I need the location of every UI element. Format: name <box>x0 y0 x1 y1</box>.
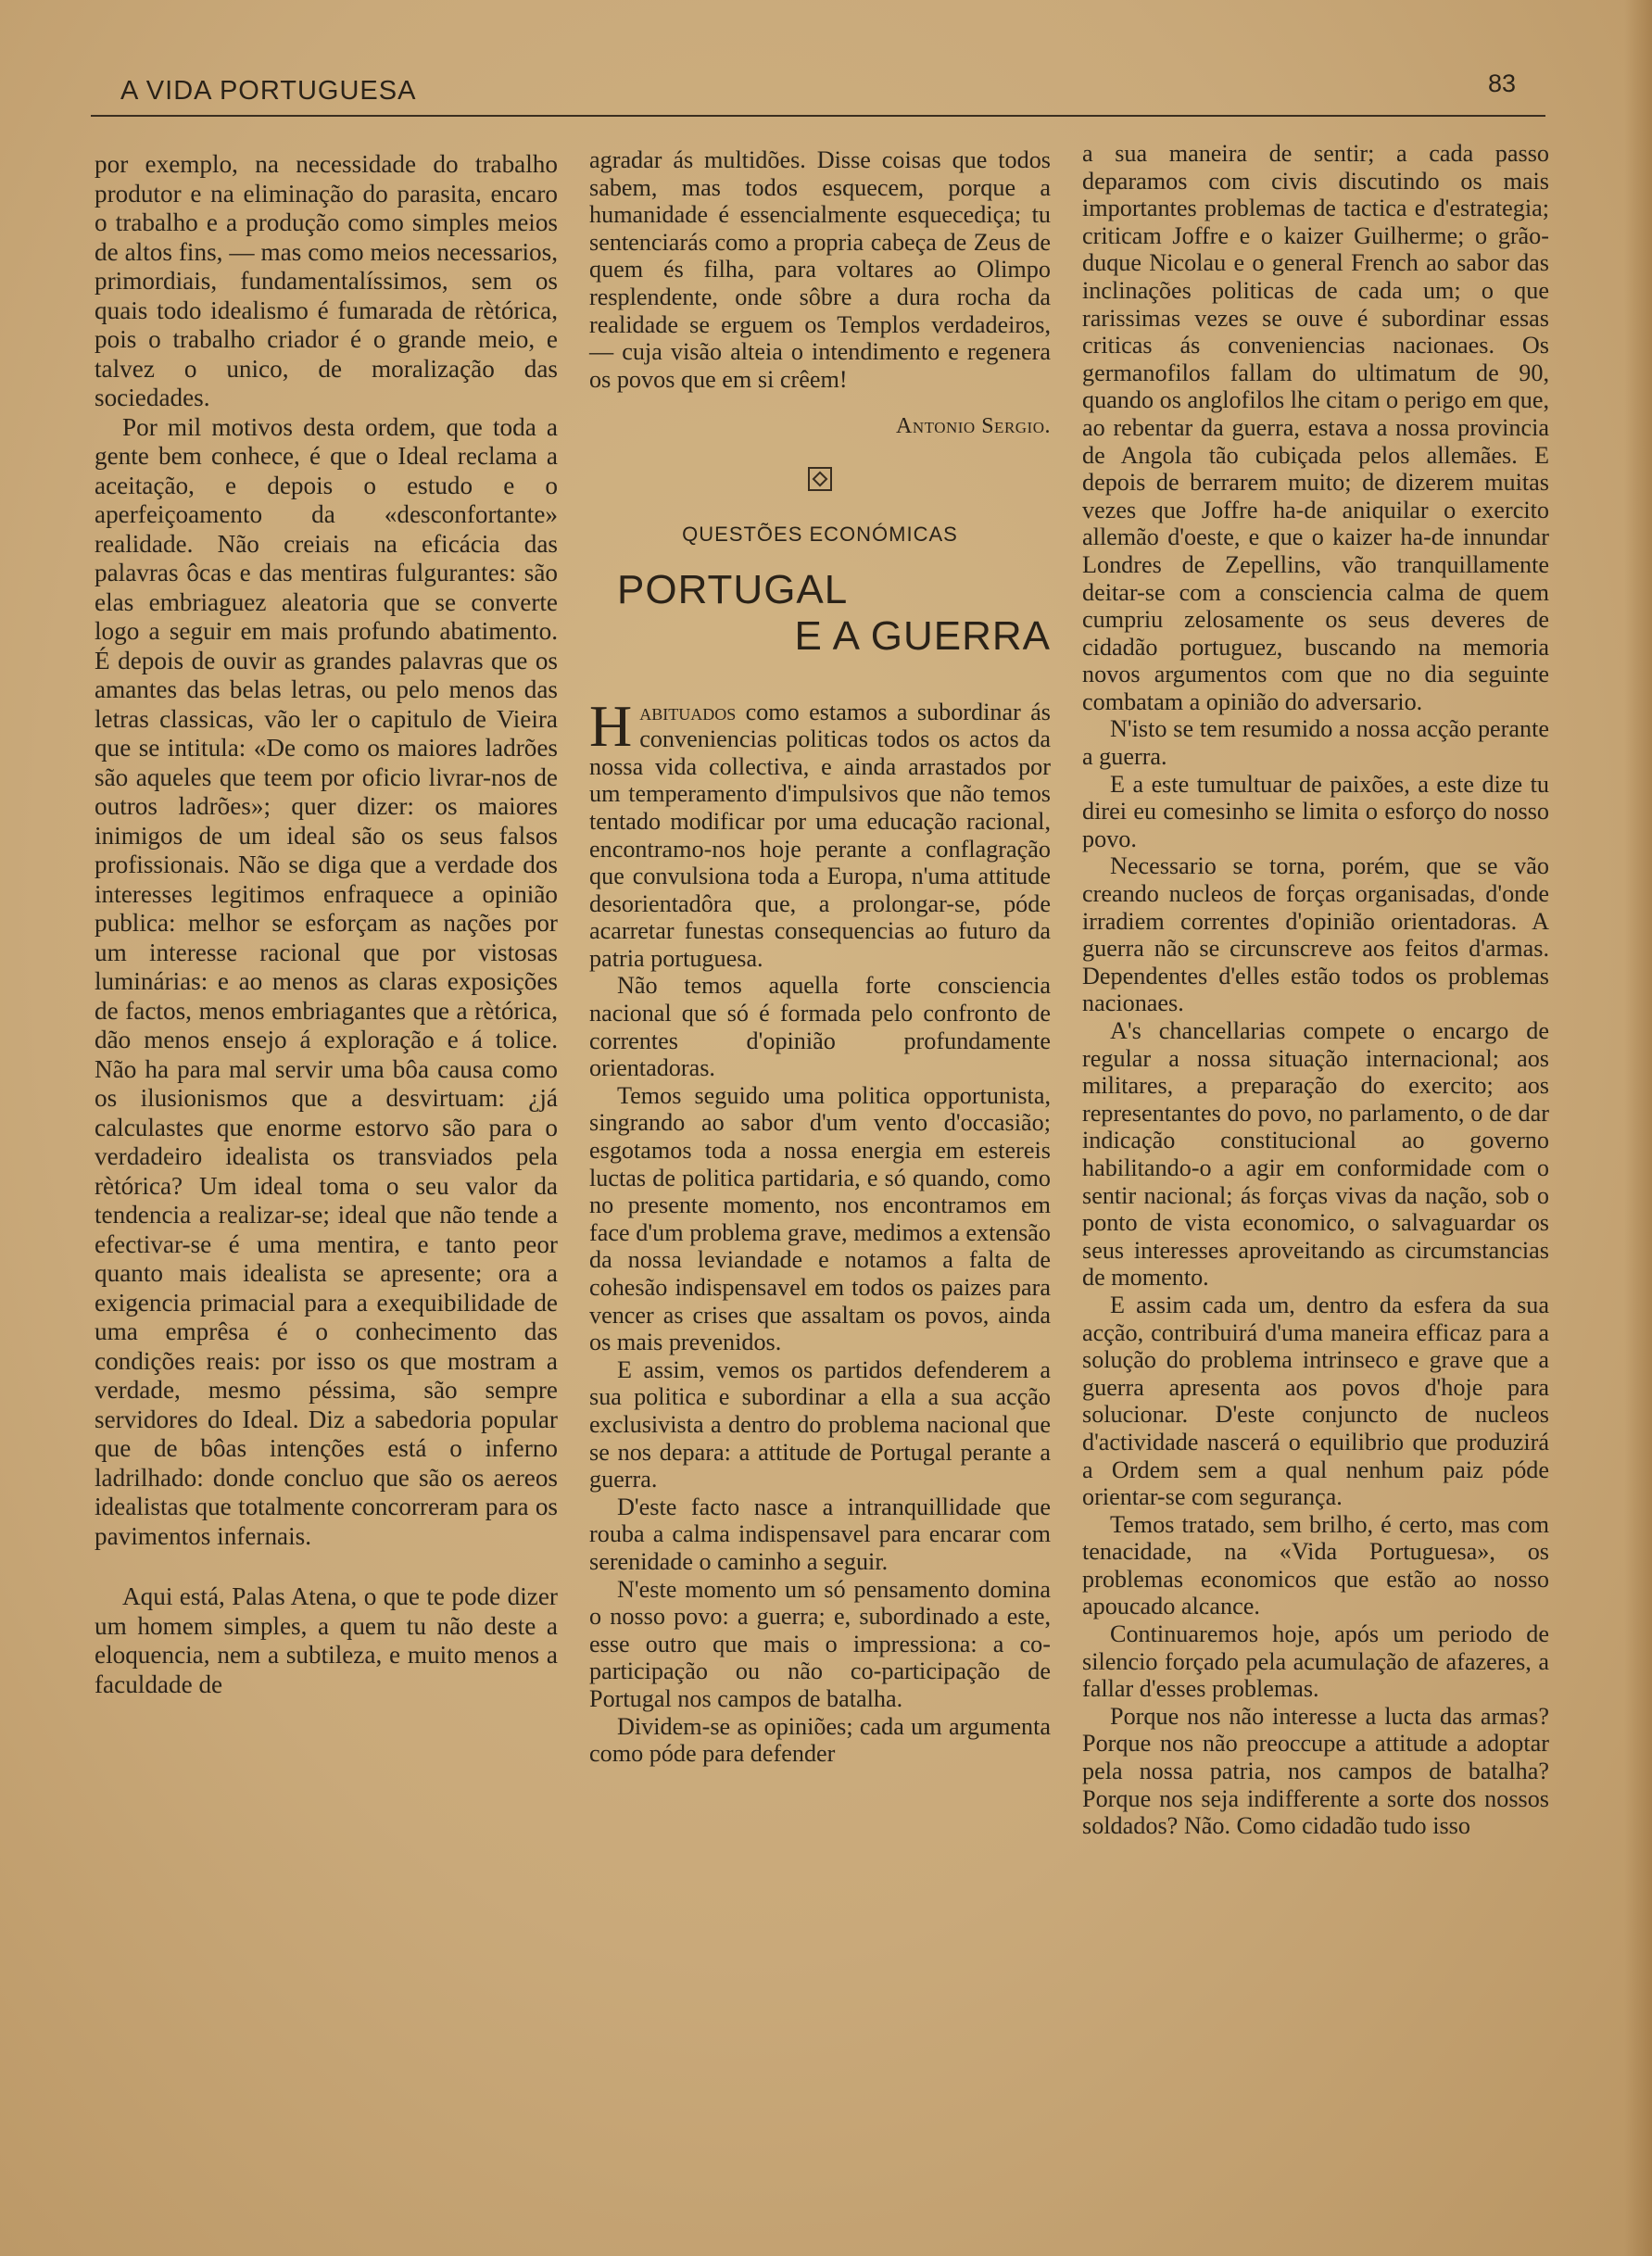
page-header <box>0 0 1652 120</box>
col3-paragraph-5: A's chancellarias compete o encargo de regular a nossa situação internacional; aos militares, a preparação do exercito; aos representantes do povo, no parlamento, o de dar indicação constitucional ao governo habilitando-o a agir em conformidade com o sentir nacional; ás forças vivas da nação, sob o ponto de vista economico, o salvaguardar os seus interesses aproveitando as circumstancias de momento. <box>1082 1017 1549 1292</box>
paragraph-gap <box>95 1551 558 1582</box>
col3-paragraph-1: a sua maneira de sentir; a cada passo deparamos com civis discutindo os mais importantes problemas de tactica e d'estrategia; criticam Joffre e o kaizer Guilherme; o grão-duque Nicolau e o general French ao sabor das inclinações politicas de cada um; o que rarissimas vezes se ouve é subordinar essas criticas ás conveniencias nacionaes. Os germanofilos fallam do ultimatum de 90, quando os anglofilos lhe citam o perigo em que, ao rebentar da guerra, estava a nossa provincia de Angola tão cubiçada pelos allemães. E depois de berrarem muito; de dizerem muitas vezes que Joffre ha-de aniquilar o exercito allemão d'oeste, e que o kaizer ha-de innundar Londres de Zepellins, vão tranquillamente deitar-se com a consciencia calma de quem cumpriu zelosamente os seus deveres de cidadão portuguez, buscando na memoria novos argumentos com que no dia seguinte combatam a opinião do adversario. <box>1082 140 1549 715</box>
article-headline-line-1: PORTUGAL <box>617 566 849 612</box>
page-edge-shadow <box>1624 0 1652 2256</box>
col2-paragraph-8: Dividem-se as opiniões; cada um argumenta como póde para defender <box>589 1712 1051 1768</box>
col2-paragraph-2 <box>589 692 1051 973</box>
article-headline-line-2: E A GUERRA <box>794 612 1051 659</box>
col2-paragraph-6: D'este facto nasce a intranquillidade que rouba a calma indispensavel para encarar com serenidade o caminho a seguir. <box>589 1493 1051 1575</box>
ornament-icon <box>589 467 1051 498</box>
col2-paragraph-7: N'este momento um só pensamento domina o nosso povo: a guerra; e, subordinado a este, esse outro que mais o impressiona: a co-participação ou não co-participação de Portugal nos campos de batalha. <box>589 1575 1051 1712</box>
col2-paragraph-4: Temos seguido uma politica opportunista, singrando ao sabor d'um vento d'occasião; esgotamos toda a nossa energia em estereis luctas de politica partidaria, e só quando, como no presente momento, nos encontramos em face d'um problema grave, medimos a extensão da nossa leviandade e notamos a falta de cohesão indispensavel em todos os paizes para vencer as crises que assaltam os povos, ainda os mais prevenidos. <box>589 1081 1051 1356</box>
header-rule <box>91 115 1545 117</box>
col2-paragraph-3: Não temos aquella forte consciencia nacional que só é formada pelo confronto de correntes d'opinião profundamente orientadoras. <box>589 972 1051 1082</box>
col1-paragraph-2: Por mil motivos desta ordem, que toda a gente bem conhece, é que o Ideal reclama a aceitação, e depois o estudo e o aperfeiçoamento da «desconfortante» realidade. Não creiais na eficácia das palavras ôcas e das mentiras fulgurantes: são elas embriaguez aleatoria que se converte logo a seguir em mais profundo abatimento. É depois de ouvir as grandes palavras que os amantes das belas letras, ou pelo menos das letras classicas, vão ler o capitulo de Vieira que se intitula: «De como os maiores ladrões são aqueles que teem por oficio livrar-nos de outros ladrões»; quer dizer: os maiores inimigos de um ideal são os seus falsos profissionais. Não se diga que a verdade dos interesses legitimos enfraquece a opinião publica: melhor se esforçam as nações por um interesse racional que por vistosas luminárias: e ao menos as claras exposições de factos, menos embriagantes que a rètórica, dão menos ensejo á exploração e á tolice. Não ha para mal servir uma bôa causa como os ilusionismos que a desvirtuam: ¿já calculastes que enorme estorvo são para o verdadeiro idealista os transviados pela rètórica? Um ideal toma o seu valor da tendencia a realizar-se; ideal que não tende a efectivar-se é uma mentira, e tanto peor quanto mais idealista se apresente; ora a exigencia primacial para a exequibilidade de uma emprêsa é o conhecimento das condições reais: por isso os que mostram a verdade, mesmo péssima, são sempre servidores do Ideal. Diz a sabedoria popular que de bôas intenções está o inferno ladrilhado: donde concluo que são os aereos idealistas que totalmente concorreram para os pavimentos infernais. <box>95 412 558 1550</box>
col3-paragraph-3: E a este tumultuar de paixões, a este dize tu direi eu comesinho se limita o esforço do nosso povo. <box>1082 770 1549 852</box>
col2-paragraph-1: agradar ás multidões. Disse coisas que todos sabem, mas todos esquecem, porque a humanidade é essencialmente esquecediça; tu sentenciarás como a propria cabeça de Zeus de quem és filha, para voltares ao Olimpo resplendente, onde sôbre a dura rocha da realidade se erguem os Templos verdadeiros, — cuja visão alteia o intendimento e regenera os povos que em si crêem! <box>589 146 1051 393</box>
col3-paragraph-8: Continuaremos hoje, após um periodo de silencio forçado pela acumulação de afazeres, a fallar d'esses problemas. <box>1082 1620 1549 1703</box>
col3-paragraph-7: Temos tratado, sem brilho, é certo, mas com tenacidade, na «Vida Portuguesa», os problemas economicos que estão ao nosso apoucado alcance. <box>1082 1510 1549 1620</box>
column-3 <box>1082 140 1549 1840</box>
col3-paragraph-2: N'isto se tem resumido a nossa acção perante a guerra. <box>1082 715 1549 771</box>
section-heading: QUESTÕES ECONÓMICAS <box>682 522 958 546</box>
col2-paragraph-2-text: como estamos a subordinar ás conveniencias politicas todos os actos da nossa vida collectiva, e ainda arrastados por um temperamento d'impulsivos que não temos tentado modificar por uma educação racional, encontramo-nos hoje perante a conflagração que convulsiona toda a Europa, n'uma attitude desorientadôra que, a prolongar-se, póde acarretar funestas consequencias ao futuro da patria portuguesa. <box>589 698 1051 972</box>
col3-paragraph-4: Necessario se torna, porém, que se vão creando nucleos de forças organisadas, d'onde irradiem correntes d'opinião orientadoras. A guerra não se circunscreve aos feitos d'armas. Dependentes d'elles estão todos os problemas nacionaes. <box>1082 852 1549 1017</box>
col1-paragraph-3: Aqui está, Palas Atena, o que te pode dizer um homem simples, a quem tu não deste a eloquencia, nem a subtileza, e muito menos a faculdade de <box>95 1582 558 1698</box>
lead-word: abituados <box>639 698 737 725</box>
col1-paragraph-1: por exemplo, na necessidade do trabalho produtor e na eliminação do parasita, encaro o trabalho e a produção como simples meios de altos fins, — mas como meios necessarios, primordiais, fundamentalíssimos, sem os quais todo idealismo é fumarada de rètórica, pois o trabalho criador é o grande meio, e talvez o unico, de moralização das sociedades. <box>95 150 558 411</box>
column-2 <box>589 146 1051 1768</box>
col3-paragraph-9: Porque nos não interesse a lucta das armas? Porque nos não preoccupe a attitude a adoptar pela nossa patria, nos campos de batalha? Porque nos seja indifferente a sorte dos nossos soldados? Não. Como cidadão tudo isso <box>1082 1702 1549 1840</box>
page-number: 83 <box>1488 69 1517 97</box>
author-signature: Antonio Sergio. <box>896 414 1051 439</box>
column-1 <box>95 150 558 1699</box>
running-title: A VIDA PORTUGUESA <box>120 76 417 106</box>
col2-paragraph-5: E assim, vemos os partidos defenderem a sua politica e subordinar a ella a sua acção exclusivista a dentro do problema nacional que se nos depara: a attitude de Portugal perante a guerra. <box>589 1355 1051 1493</box>
col3-paragraph-6: E assim cada um, dentro da esfera da sua acção, contribuirá d'uma maneira efficaz para a solução do problema intrinseco e grave que a guerra apresenta aos povos d'hoje para solucionar. D'este conjuncto de nucleos d'actividade nascerá o equilibrio que produzirá a Ordem sem a qual nenhum paiz póde orientar-se com segurança. <box>1082 1291 1549 1511</box>
drop-cap: H <box>589 692 633 759</box>
